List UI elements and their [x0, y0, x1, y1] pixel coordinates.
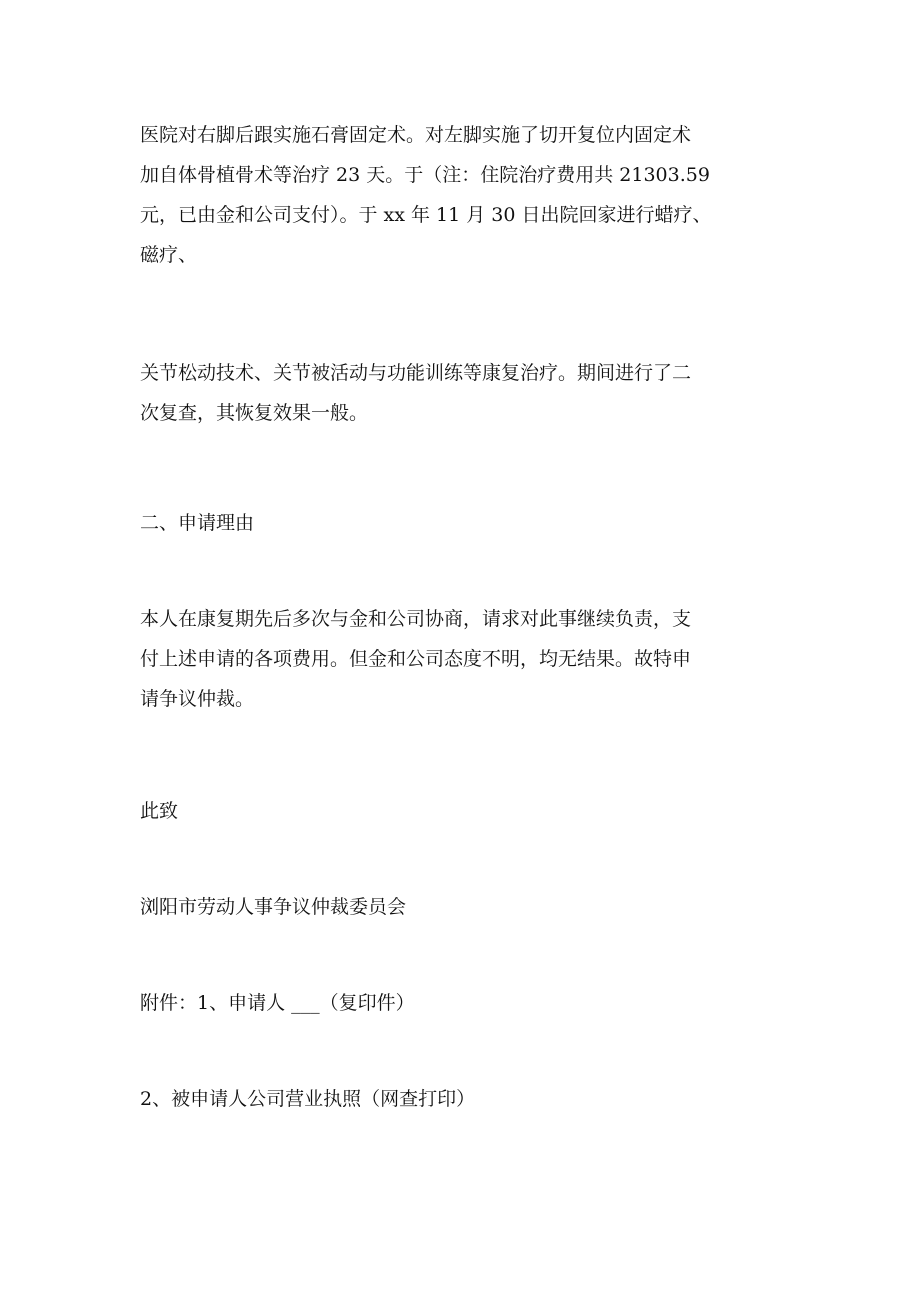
section-heading: 二、申请理由 — [140, 512, 255, 534]
paragraph-line: 本人在康复期先后多次与金和公司协商，请求对此事继续负责，支 — [140, 608, 692, 630]
paragraph-reason — [140, 599, 780, 719]
attachment-2: 2、被申请人公司营业执照（网查打印） — [140, 1088, 476, 1110]
recipient: 浏阳市劳动人事争议仲裁委员会 — [140, 896, 407, 918]
paragraph-line: 关节松动技术、关节被活动与功能训练等康复治疗。期间进行了二 — [140, 362, 692, 384]
paragraph-line: 付上述申请的各项费用。但金和公司态度不明，均无结果。故特申 — [140, 648, 692, 670]
paragraph-line: 医院对右脚后跟实施石膏固定术。对左脚实施了切开复位内固定术 — [140, 124, 692, 146]
paragraph-line: 请争议仲裁。 — [140, 688, 255, 710]
paragraph-line: 元，已由金和公司支付）。于 xx 年 11 月 30 日出院回家进行蜡疗、 — [140, 204, 712, 226]
paragraph-line: 磁疗、 — [140, 244, 198, 266]
paragraph-treatment — [140, 115, 780, 275]
attachment-1: 附件：1、申请人 ___（复印件） — [140, 992, 415, 1014]
paragraph-line: 加自体骨植骨术等治疗 23 天。于（注：住院治疗费用共 21303.59 — [140, 164, 710, 186]
salutation: 此致 — [140, 800, 179, 822]
paragraph-rehabilitation — [140, 353, 780, 433]
paragraph-line: 次复查，其恢复效果一般。 — [140, 402, 369, 424]
